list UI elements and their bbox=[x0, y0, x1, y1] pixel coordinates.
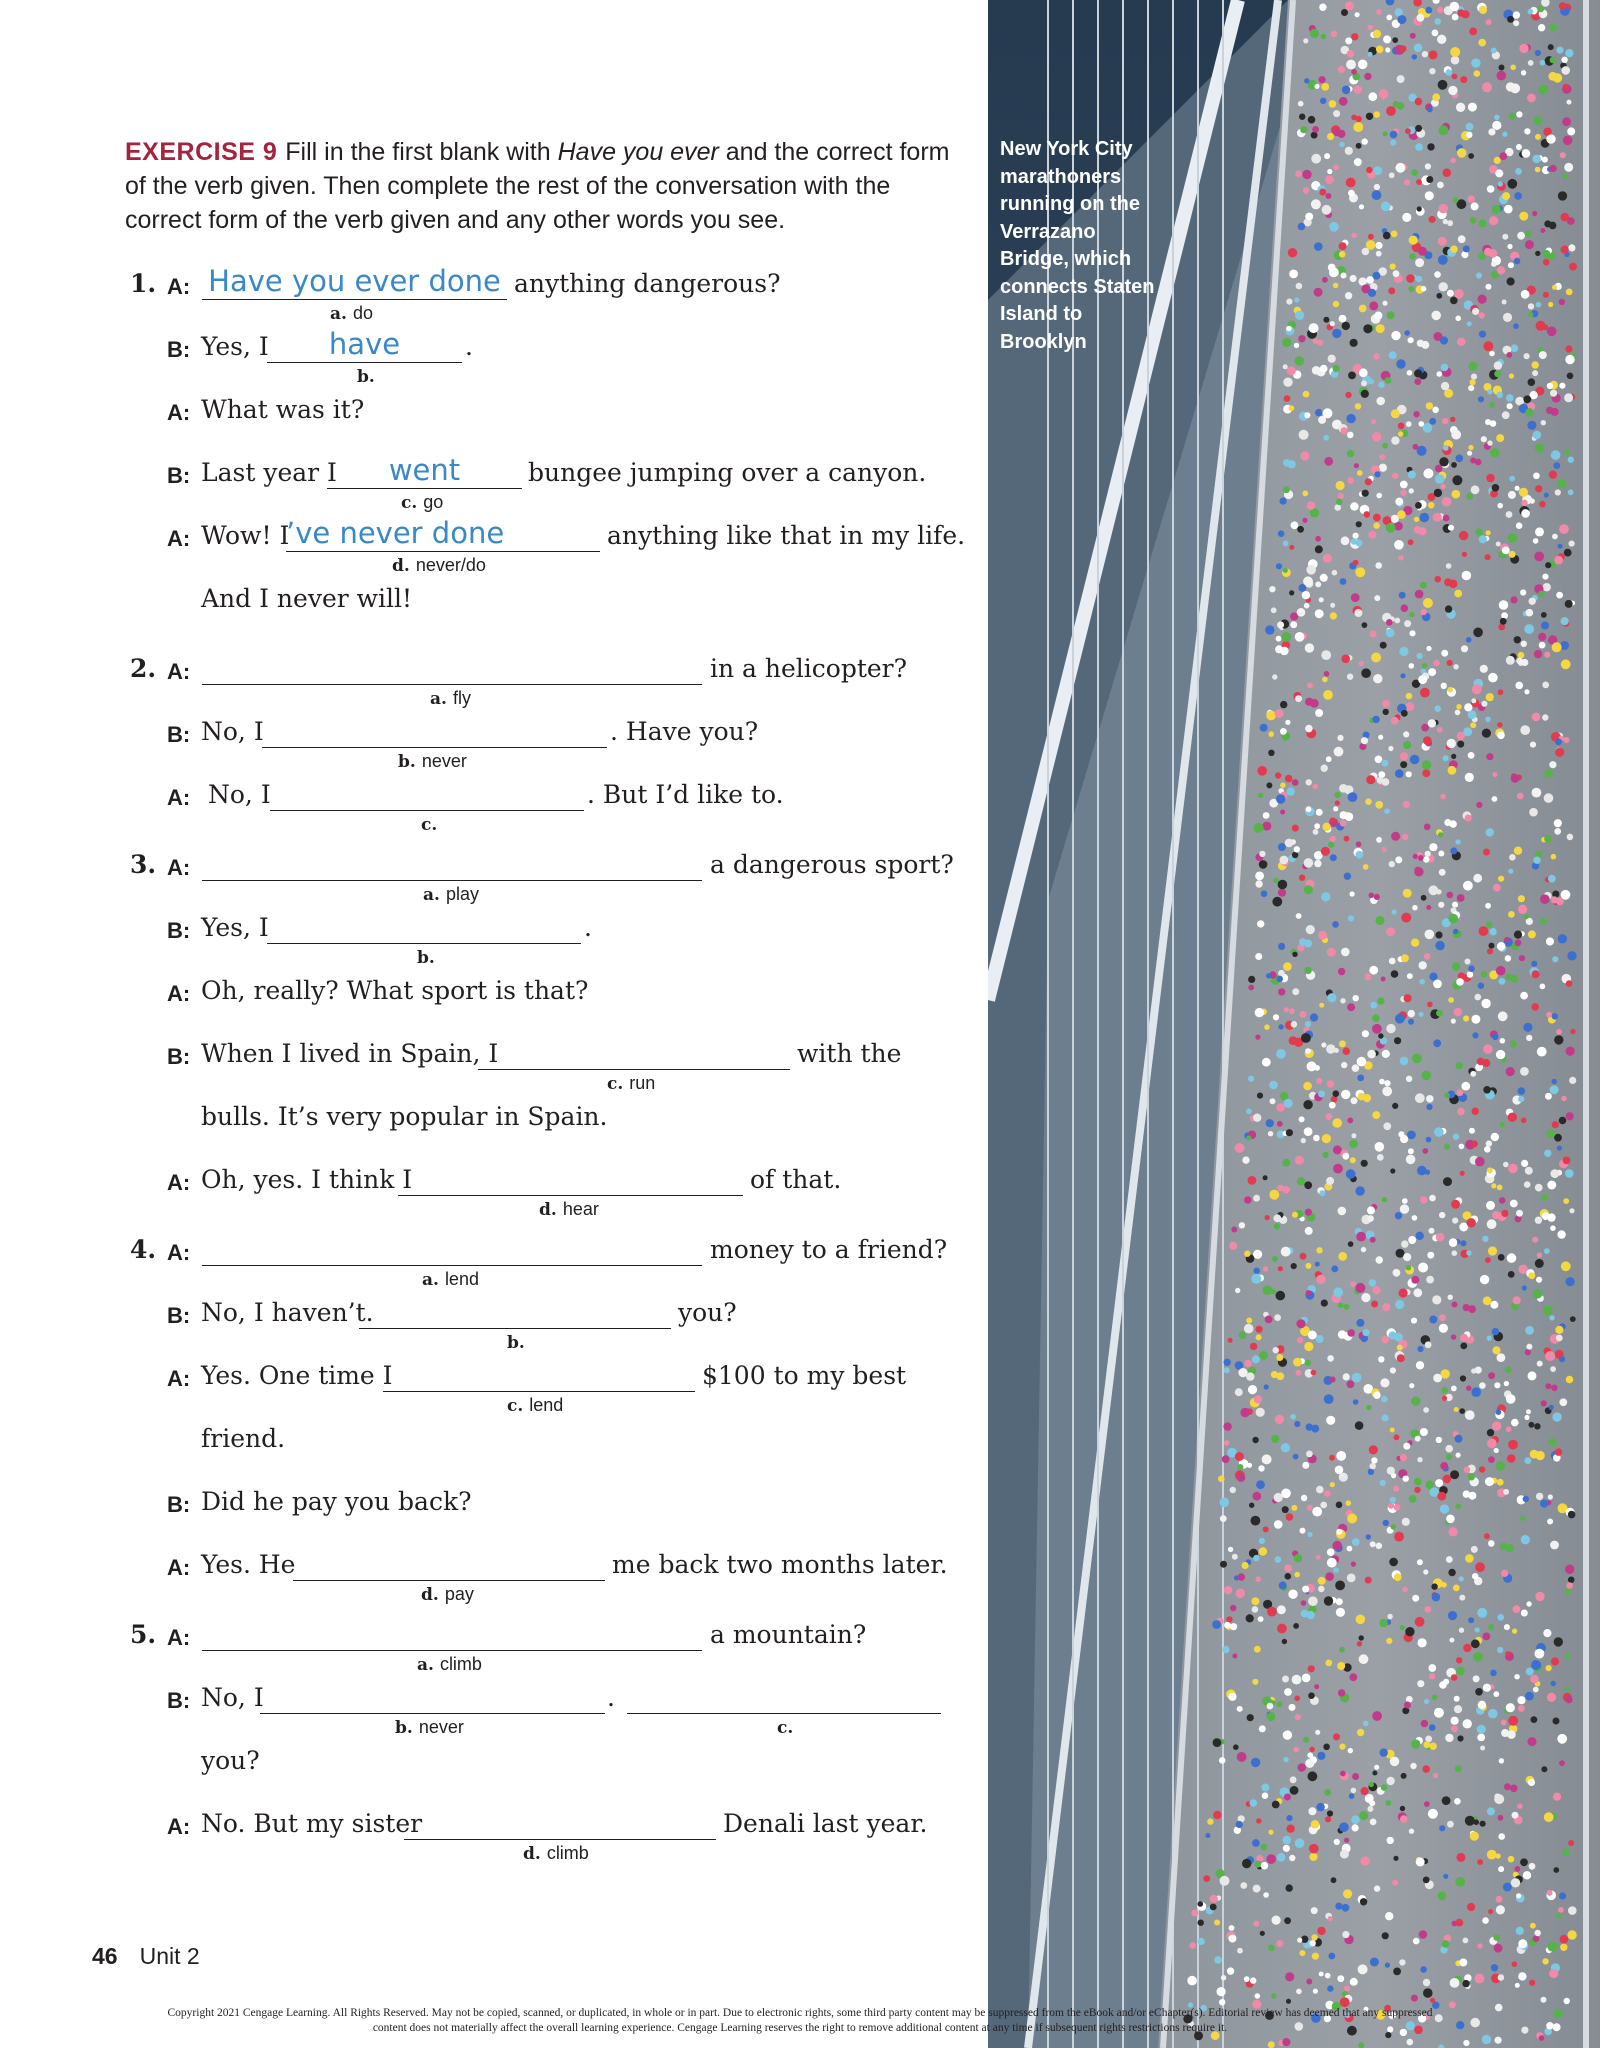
cue-letter: a. bbox=[330, 304, 347, 324]
speaker-label: B: bbox=[167, 1688, 191, 1713]
cue-word: pay bbox=[444, 1584, 474, 1604]
cue-word: run bbox=[629, 1073, 656, 1093]
item-number: 2. bbox=[130, 654, 157, 683]
dialogue-line bbox=[0, 715, 980, 772]
line-post: . bbox=[584, 913, 592, 942]
answer-blank[interactable] bbox=[202, 652, 702, 685]
cue-word: lend bbox=[529, 1395, 564, 1415]
line-post: Denali last year. bbox=[723, 1809, 928, 1838]
dialogue-line bbox=[0, 582, 980, 622]
page-number: 46 bbox=[92, 1943, 118, 1969]
cue-letter: d. bbox=[392, 556, 410, 576]
speaker-label: A: bbox=[167, 1170, 191, 1195]
cue-letter: a. bbox=[422, 1270, 439, 1290]
speaker-label: A: bbox=[167, 400, 191, 425]
line-post: bungee jumping over a canyon. bbox=[528, 458, 927, 487]
cue-word: never/do bbox=[415, 555, 486, 575]
cue-letter: b. bbox=[395, 1718, 413, 1738]
dialogue-line bbox=[0, 848, 980, 905]
dialogue-line bbox=[0, 974, 980, 1014]
answer-blank[interactable] bbox=[267, 911, 581, 944]
answer-blank[interactable] bbox=[202, 848, 702, 881]
answer-blank[interactable] bbox=[202, 1618, 702, 1651]
cue-letter: d. bbox=[539, 1200, 557, 1220]
cue-word: climb bbox=[546, 1843, 589, 1863]
line-pre: No, I haven’t. bbox=[201, 1298, 374, 1327]
answer-blank[interactable] bbox=[383, 1359, 695, 1392]
dialogue-line bbox=[0, 652, 980, 709]
answer-blank[interactable] bbox=[262, 715, 607, 748]
speaker-label: B: bbox=[167, 918, 191, 943]
line-post: anything dangerous? bbox=[514, 269, 781, 298]
line-post: of that. bbox=[750, 1165, 842, 1194]
exercise-instructions bbox=[125, 135, 955, 237]
cue-letter: a. bbox=[430, 689, 447, 709]
verb-cue bbox=[395, 1717, 464, 1738]
dialogue-line bbox=[0, 1618, 980, 1675]
line-text: Oh, really? What sport is that? bbox=[201, 976, 589, 1005]
answer-blank[interactable] bbox=[478, 1037, 790, 1070]
verb-cue bbox=[398, 751, 467, 772]
page-footer bbox=[92, 1943, 200, 1970]
item-number: 1. bbox=[130, 269, 157, 298]
answer-blank-c[interactable] bbox=[627, 1681, 941, 1714]
speaker-label: A: bbox=[167, 1625, 191, 1650]
dialogue-line bbox=[0, 1233, 980, 1290]
speaker-label: A: bbox=[167, 981, 191, 1006]
speaker-label: B: bbox=[167, 722, 191, 747]
verb-cue bbox=[417, 947, 441, 968]
dialogue-line bbox=[0, 264, 980, 324]
line-pre: Oh, yes. I think I bbox=[201, 1165, 413, 1194]
verb-cue bbox=[507, 1395, 563, 1416]
line-pre: No, I bbox=[201, 717, 264, 746]
line-pre: When I lived in Spain, I bbox=[201, 1039, 499, 1068]
cue-letter: c. bbox=[777, 1718, 794, 1738]
speaker-label: A: bbox=[167, 274, 191, 299]
answer-blank[interactable] bbox=[398, 1163, 743, 1196]
line-pre: No, I bbox=[201, 1683, 264, 1712]
line-post: anything like that in my life. bbox=[607, 521, 966, 550]
line-post: me back two months later. bbox=[612, 1550, 948, 1579]
cue-letter: b. bbox=[507, 1333, 525, 1353]
dialogue-line bbox=[0, 1422, 980, 1462]
cue-letter: a. bbox=[417, 1655, 434, 1675]
verb-cue bbox=[401, 492, 443, 513]
dialogue-line bbox=[0, 1548, 980, 1605]
dialogue-line bbox=[0, 1485, 980, 1525]
item-number: 3. bbox=[130, 850, 157, 879]
item-number: 5. bbox=[130, 1620, 157, 1649]
line-pre: No, I bbox=[208, 780, 271, 809]
answer-blank[interactable] bbox=[270, 778, 584, 811]
cue-word: fly bbox=[452, 688, 471, 708]
instruction-italic: Have you ever bbox=[557, 138, 719, 166]
speaker-label: A: bbox=[167, 1366, 191, 1391]
cue-letter: d. bbox=[421, 1585, 439, 1605]
answer-blank[interactable] bbox=[202, 1233, 702, 1266]
verb-cue bbox=[421, 1584, 474, 1605]
dialogue-line bbox=[0, 393, 980, 433]
line-pre: Yes. One time I bbox=[201, 1361, 393, 1390]
verb-cue bbox=[523, 1843, 589, 1864]
line-post: you? bbox=[678, 1298, 737, 1327]
cue-letter: c. bbox=[607, 1074, 624, 1094]
speaker-label: B: bbox=[167, 337, 191, 362]
answer-blank[interactable] bbox=[260, 1681, 605, 1714]
dialogue-line bbox=[0, 453, 980, 513]
line-post: $100 to my best bbox=[702, 1361, 907, 1390]
line-pre: Yes, I bbox=[201, 332, 269, 361]
dialogue-line bbox=[0, 1037, 980, 1094]
cue-letter: c. bbox=[421, 815, 438, 835]
cue-letter: c. bbox=[401, 493, 418, 513]
dialogue-line bbox=[0, 1163, 980, 1220]
verb-cue bbox=[417, 1654, 482, 1675]
verb-cue bbox=[392, 555, 486, 576]
line-post: . bbox=[465, 332, 473, 361]
speaker-label: B: bbox=[167, 463, 191, 488]
verb-cue-c bbox=[777, 1717, 799, 1738]
dialogue-line bbox=[0, 911, 980, 968]
line-post: . bbox=[607, 1683, 615, 1712]
dialogue-line bbox=[0, 1681, 980, 1738]
speaker-label: A: bbox=[167, 1555, 191, 1580]
line-pre: Last year I bbox=[201, 458, 337, 487]
speaker-label: B: bbox=[167, 1303, 191, 1328]
handwritten-answer: ’ve never done bbox=[286, 516, 505, 550]
cue-letter: b. bbox=[398, 752, 416, 772]
dialogue-line bbox=[0, 1807, 980, 1864]
cue-word: hear bbox=[562, 1199, 599, 1219]
verb-cue bbox=[430, 688, 471, 709]
line-pre: No. But my sister bbox=[201, 1809, 423, 1838]
cue-word: never bbox=[418, 1717, 464, 1737]
exercise-label: EXERCISE 9 bbox=[125, 138, 278, 166]
handwritten-answer: Have you ever done bbox=[208, 264, 501, 298]
cue-word: go bbox=[423, 492, 444, 512]
line-text: And I never will! bbox=[201, 584, 413, 613]
line-post: with the bbox=[797, 1039, 902, 1068]
line-post: a dangerous sport? bbox=[710, 850, 954, 879]
instruction-text-1: Fill in the first blank with bbox=[285, 138, 558, 166]
line-pre: Yes. He bbox=[201, 1550, 296, 1579]
cue-letter: c. bbox=[507, 1396, 524, 1416]
speaker-label: A: bbox=[167, 1240, 191, 1265]
line-post: in a helicopter? bbox=[710, 654, 908, 683]
dialogue-line bbox=[0, 1296, 980, 1353]
speaker-label: A: bbox=[167, 526, 191, 551]
line-post: a mountain? bbox=[710, 1620, 867, 1649]
answer-blank[interactable] bbox=[293, 1548, 605, 1581]
speaker-label: A: bbox=[167, 659, 191, 684]
speaker-label: A: bbox=[167, 1814, 191, 1839]
answer-blank[interactable] bbox=[404, 1807, 716, 1840]
verb-cue bbox=[423, 884, 479, 905]
speaker-label: A: bbox=[167, 855, 191, 880]
verb-cue bbox=[421, 814, 443, 835]
verb-cue bbox=[330, 303, 373, 324]
verb-cue bbox=[607, 1073, 655, 1094]
cue-letter: a. bbox=[423, 885, 440, 905]
cue-word: play bbox=[445, 884, 479, 904]
line-pre: Yes, I bbox=[201, 913, 269, 942]
cue-letter: b. bbox=[357, 367, 375, 387]
line-post: . But I’d like to. bbox=[587, 780, 784, 809]
line-text: What was it? bbox=[201, 395, 365, 424]
line-pre: Wow! I bbox=[201, 521, 290, 550]
cue-word: do bbox=[352, 303, 373, 323]
handwritten-answer: went bbox=[388, 453, 461, 487]
cue-word: never bbox=[421, 751, 467, 771]
verb-cue bbox=[539, 1199, 599, 1220]
cue-word: lend bbox=[444, 1269, 479, 1289]
photo-caption: New York City marathoners running on the Verrazano Bridge, which connects Staten Island to Brooklyn bbox=[1000, 138, 1155, 353]
dialogue-line bbox=[0, 1100, 980, 1140]
speaker-label: A: bbox=[167, 785, 191, 810]
speaker-label: B: bbox=[167, 1492, 191, 1517]
verb-cue bbox=[422, 1269, 479, 1290]
verb-cue bbox=[357, 366, 381, 387]
cue-word: climb bbox=[439, 1654, 482, 1674]
dialogue-line bbox=[0, 778, 980, 835]
cue-letter: b. bbox=[417, 948, 435, 968]
dialogue-line bbox=[0, 1744, 980, 1784]
dialogue-line bbox=[0, 516, 980, 576]
line-text: friend. bbox=[201, 1424, 286, 1453]
line-text: Did he pay you back? bbox=[201, 1487, 472, 1516]
item-number: 4. bbox=[130, 1235, 157, 1264]
dialogue-line bbox=[0, 327, 980, 387]
line-text: you? bbox=[201, 1746, 260, 1775]
speaker-label: B: bbox=[167, 1044, 191, 1069]
answer-blank[interactable] bbox=[359, 1296, 671, 1329]
unit-label: Unit 2 bbox=[139, 1943, 200, 1969]
line-post: . Have you? bbox=[610, 717, 759, 746]
copyright-notice: Copyright 2021 Cengage Learning. All Rights Reserved. May not be copied, scanned, or duplicated, in whole or in part. Due to electronic rights, some third party content may be suppressed from the eBook and/or eChapter(s). Editorial review has deemed that any suppressed content does not materially affect the overall learning experience. Cengage Learning reserves the right to remove additional content at any time if subsequent rights restrictions require it. bbox=[167, 2007, 1433, 2034]
verb-cue bbox=[507, 1332, 531, 1353]
line-post: money to a friend? bbox=[710, 1235, 948, 1264]
dialogue-line bbox=[0, 1359, 980, 1416]
instruction-text-2: and the correct form of the verb given. Then complete the rest of the conversation with the correct form of the verb given and any other words you see. bbox=[125, 138, 950, 234]
handwritten-answer: have bbox=[328, 327, 401, 361]
line-text: bulls. It’s very popular in Spain. bbox=[201, 1102, 608, 1131]
cue-letter: d. bbox=[523, 1844, 541, 1864]
